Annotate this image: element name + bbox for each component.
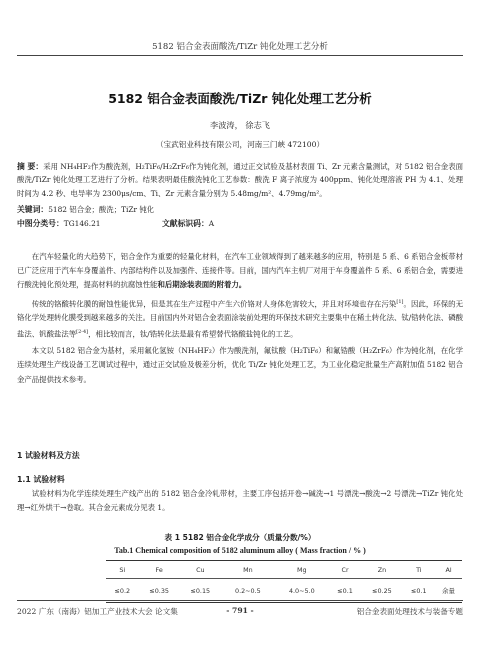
table-cell: ≤0.25: [361, 579, 402, 603]
clc-label: 中图分类号：: [17, 219, 64, 228]
intro-paragraph-1: [17, 250, 463, 293]
abstract-text: 采用 NH₄HF₂作为酸洗剂，H₂TiF₆/H₂ZrF₆作为钝化剂，通过正交试验及基材表面 Ti、Zr 元素含量测试，对 5182 铝合金表面酸洗/TiZr 钝化处理工艺进行了分析。结果表明最佳酸洗钝化工艺参数：酸洗 F 离子浓度为 400ppm、钝化处理溶液 PH 为 4.1、处理时间为 4.2 秒、电导率为 2300μs/cm、Ti、Zr 元素含量分别为 5.48mg/m²、4.79mg/m²。: [17, 162, 463, 198]
materials-text: [17, 487, 463, 515]
citation-ref: [2-4]: [76, 329, 89, 336]
intro-paragraph-3: 本文以 5182 铝合金为基材，采用氟化氢铵（NH₄HF₂）作为酸洗剂，氟钛酸（H₂TiF₆）和氟锆酸（H₂ZrF₆）作为钝化剂，在化学连续处理生产线设备工艺调试过程中，通过正交试验及极差分析，优化 Ti/Zr 钝化处理工艺，为工业化稳定批量生产高附加值 5182 铝合金产品提供技术参考。: [17, 346, 463, 384]
table-cell: 4.0~5.0: [275, 579, 329, 603]
keywords-label: 关键词：: [17, 205, 49, 214]
table-row: [106, 579, 462, 603]
table-header-cell: Ti: [403, 561, 436, 579]
intro-p1-text: 在汽车轻量化的大趋势下，铝合金作为重要的轻量化材料，在汽车工业领域得到了越来越多的应用，特别是 5 系、6 系铝合金板带材已广泛应用于汽车车身覆盖件、内部结构件以及加强件、连接件等。目前，国内汽车主机厂对用于车身覆盖件 5 系、6 系铝合金，需要进行酸洗钝化预处理，提高材料的抗腐蚀性能: [17, 252, 463, 290]
header-rule: [17, 55, 463, 56]
table-cell: ≤0.15: [180, 579, 221, 603]
intro-p1-bold: 和后期涂装表面的附着力。: [157, 280, 247, 290]
table-header-cell: Cr: [329, 561, 362, 579]
footer-topic: 铝合金表面处理技术与装备专题: [356, 607, 463, 616]
abstract: [17, 160, 463, 200]
page-number: - 791 -: [226, 606, 254, 615]
table-header-cell: Si: [106, 561, 139, 579]
table-cell: 余量: [435, 579, 462, 603]
table-caption-cn: 表 1 5182 铝合金化学成分（质量分数/%）: [164, 533, 316, 542]
table-header-cell: Zn: [361, 561, 402, 579]
doc-label: 文献标识码：: [162, 219, 209, 228]
running-header: 5182 铝合金表面酸洗/TiZr 钝化处理工艺分析: [152, 42, 328, 52]
footer-rule: [17, 600, 463, 601]
table-caption-en: Tab.1 Chemical composition of 5182 aluminum alloy ( Mass fraction / % ): [114, 546, 366, 555]
classification-row: [17, 218, 463, 229]
keywords-text: 5182 铝合金；酸洗；TiZr 钝化: [48, 205, 155, 214]
section-heading-1-1: 1.1 试验材料: [17, 475, 65, 484]
materials-paragraph: 试验材料为化学连续处理生产线产出的 5182 铝合金冷轧带材，主要工序包括开卷→碱洗→1 号漂洗→酸洗→2 号漂洗→TiZr 钝化处理→红外烘干→卷取。其合金元素成分见表 1。: [17, 489, 463, 513]
introduction: [17, 250, 463, 387]
table-cell: ≤0.1: [403, 579, 436, 603]
table-header-cell: Mg: [275, 561, 329, 579]
table-cell: ≤0.2: [106, 579, 139, 603]
clc-value: TG146.21: [63, 219, 101, 228]
table-cell: 0.2~0.5: [221, 579, 275, 603]
abstract-label: 摘 要：: [17, 162, 44, 171]
section-heading-1: 1 试验材料及方法: [17, 451, 80, 460]
keywords: [17, 204, 463, 215]
intro-p2-text-c: ，相比较而言，钛/锆转化法是最有希望替代铬酸盐钝化的工艺。: [88, 329, 298, 339]
doc-value: A: [208, 219, 215, 228]
intro-paragraph-2: [17, 295, 463, 343]
footer-proceedings: 2022 广东（南海）铝加工产业技术大会 论文集: [17, 607, 178, 616]
table-header-cell: Cu: [180, 561, 221, 579]
intro-p2-text-a: 传统的铬酸转化膜的耐蚀性能优异，但是其在生产过程中产生六价铬对人身体危害较大，并且对环境也存在污染: [31, 299, 397, 309]
intro-p2-text-b: 。因此，环保的无铬化学处理转化膜受到越来越多的关注。目前国内外对铝合金表面涂装前处理的环保技术研究主要集中在稀土转化法、钛/锆转化法、磷酸盐法、钒酸盐法等: [17, 299, 463, 339]
table-header-cell: Fe: [139, 561, 180, 579]
citation-ref: [1]: [396, 298, 404, 305]
paper-title: 5182 铝合金表面酸洗/TiZr 钝化处理工艺分析: [108, 91, 372, 106]
table-cell: ≤0.35: [139, 579, 180, 603]
doc-code: [162, 218, 214, 229]
paper-affiliation: （宝武铝业科技有限公司，河南三门峡 472100）: [155, 140, 325, 149]
paper-authors: 李波涛， 徐志飞: [210, 120, 270, 130]
composition-table: [106, 560, 462, 603]
table-header-row: [106, 561, 462, 579]
table-header-cell: Al: [435, 561, 462, 579]
table-cell: ≤0.1: [329, 579, 362, 603]
table-header-cell: Mn: [221, 561, 275, 579]
